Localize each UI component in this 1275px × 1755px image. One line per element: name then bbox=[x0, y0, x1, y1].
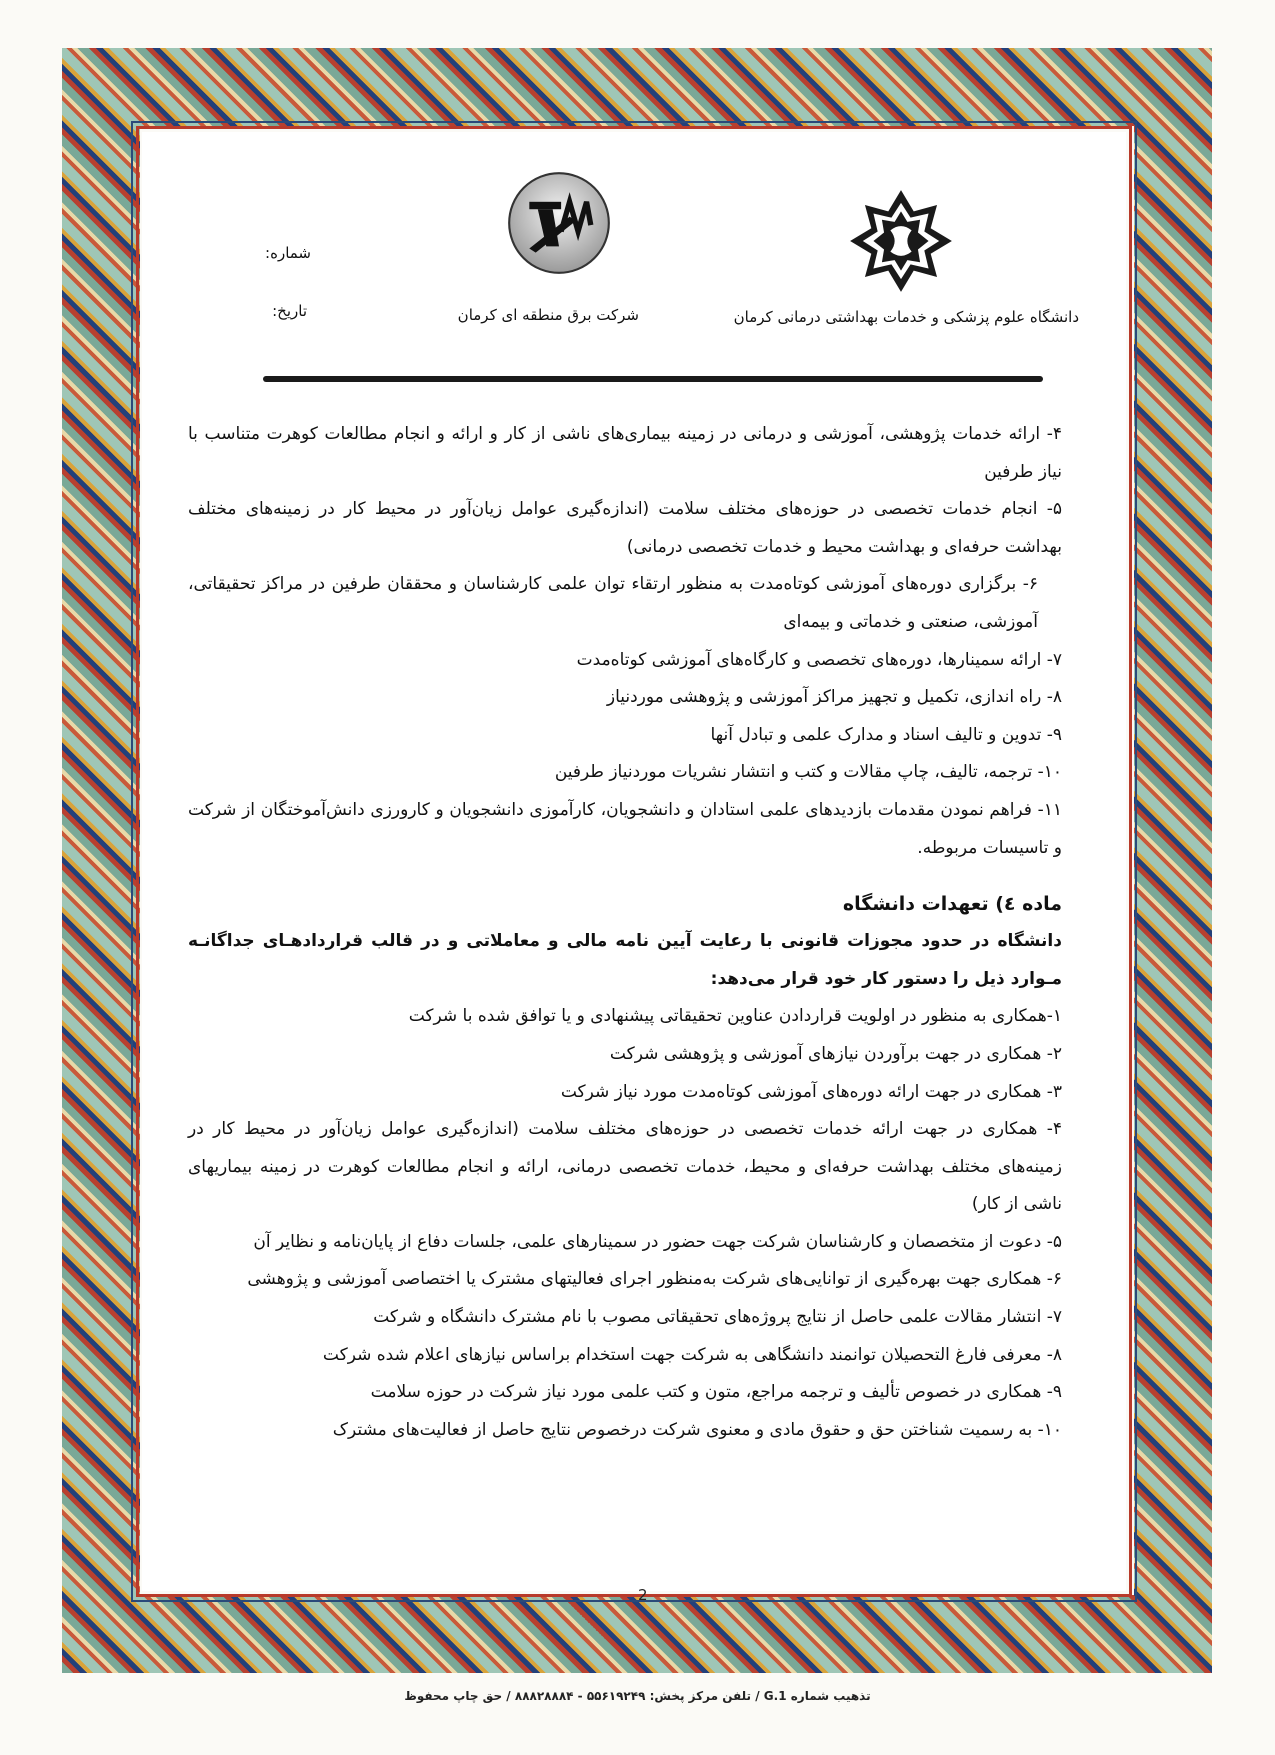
article-heading: ماده ٤) تعهدات دانشگاه bbox=[842, 893, 1062, 916]
list-item: ۴- همکاری در جهت ارائه خدمات تخصصی در حوزه‌های مختلف سلامت (اندازه‌گیری عوامل زیان‌آور در محیط کار در زمینه‌های مختلف بهداشت حرفه‌ای و محیط، خدمات تخصصی درمانی، ارائه و انجام مطالعات کوهرت در زمینه بیماریهای ناشی از کار) bbox=[188, 1119, 1062, 1215]
company-name: شرکت برق منطقه ای کرمان bbox=[457, 306, 639, 324]
list-item: ۷- انتشار مقالات علمی حاصل از نتایج پروژه‌های تحقیقاتی مصوب با نام مشترک دانشگاه و شرکت bbox=[373, 1307, 1062, 1328]
document-body bbox=[188, 416, 1062, 1449]
university-logo-icon bbox=[848, 188, 954, 294]
print-footer: تذهیب شماره G.1 / تلفن مرکز پخش: ۵۵۶۱۹۲۴۹ - ۸۸۸۲۸۸۸۴ / حق چاپ محفوظ bbox=[404, 1689, 871, 1703]
page-number: 2 bbox=[638, 1586, 648, 1604]
list-item: ۶- همکاری جهت بهره‌گیری از توانایی‌های شرکت به‌منظور اجرای فعالیتهای مشترک یا اختصاصی آموزشی و پژوهشی bbox=[247, 1269, 1062, 1290]
list-item: ۱-همکاری به منظور در اولویت قراردادن عناوین تحقیقاتی پیشنهادی و یا توافق شده با شرکت bbox=[408, 1006, 1062, 1027]
list-item: ۱۰- ترجمه، تالیف، چاپ مقالات و کتب و انتشار نشریات موردنیاز طرفین bbox=[554, 762, 1062, 783]
list-item: ۳- همکاری در جهت ارائه دوره‌های آموزشی کوتاه‌مدت مورد نیاز شرکت bbox=[560, 1081, 1062, 1102]
university-name: دانشگاه علوم پزشکی و خدمات بهداشتی درمانی کرمان bbox=[733, 308, 1079, 326]
list-item: ۵- دعوت از متخصصان و کارشناسان شرکت جهت حضور در سمینارهای علمی، جلسات دفاع از پایان‌نامه و نظایر آن bbox=[253, 1231, 1062, 1252]
list-item: ۸- معرفی فارغ التحصیلان توانمند دانشگاهی به شرکت جهت استخدام براساس نیازهای اعلام شده شرکت bbox=[322, 1344, 1062, 1365]
list-item: ۸- راه اندازی، تکمیل و تجهیز مراکز آموزشی و پژوهشی موردنیاز bbox=[606, 687, 1062, 708]
list-item: ۹- همکاری در خصوص تألیف و ترجمه مراجع، متون و کتب علمی مورد نیاز شرکت در حوزه سلامت bbox=[370, 1382, 1062, 1403]
list-item: ۶- برگزاری دوره‌های آموزشی کوتاه‌مدت به منظور ارتقاء توان علمی کارشناسان و محققان طرفین در مراکز تحقیقاتی، آموزشی، صنعتی و خدماتی و بیمه‌ای bbox=[188, 574, 1038, 632]
list-item: ۵- انجام خدمات تخصصی در حوزه‌های مختلف سلامت (اندازه‌گیری عوامل زیان‌آور در محیط کار در زمینه‌های مختلف بهداشت حرفه‌ای و بهداشت محیط و خدمات تخصصی درمانی) bbox=[188, 499, 1062, 557]
date-label: تاریخ: bbox=[272, 302, 307, 320]
list-item: ۱۱- فراهم نمودن مقدمات بازدیدهای علمی استادان و دانشجویان، کارآموزی دانشجویان و کارورزی دانش‌آموختگان از شرکت و تاسیسات مربوطه. bbox=[188, 799, 1062, 858]
list-item: ۹- تدوین و تالیف اسناد و مدارک علمی و تبادل آنها bbox=[710, 724, 1062, 745]
header-divider bbox=[263, 376, 1043, 382]
article-intro: دانشگاه در حدود مجوزات قانونی با رعایت آیین نامه مالی و معاملاتی و در قالب قراردادهـای جداگانـه مـوارد ذیل را دستور کار خود قرار می‌دهد: bbox=[188, 931, 1062, 989]
list-item: ۲- همکاری در جهت برآوردن نیازهای آموزشی و پژوهشی شرکت bbox=[609, 1043, 1062, 1064]
list-item: ۱۰- به رسمیت شناختن حق و حقوق مادی و معنوی شرکت درخصوص نتایج حاصل از فعالیت‌های مشترک bbox=[332, 1419, 1062, 1440]
company-logo-icon bbox=[506, 170, 612, 276]
list-item: ۷- ارائه سمینارها، دوره‌های تخصصی و کارگاه‌های آموزشی کوتاه‌مدت bbox=[576, 649, 1062, 670]
number-label: شماره: bbox=[265, 244, 311, 262]
list-item: ۴- ارائه خدمات پژوهشی، آموزشی و درمانی در زمینه بیماری‌های ناشی از کار و ارائه و انجام مطالعات کوهرت متناسب با نیاز طرفین bbox=[188, 424, 1062, 482]
